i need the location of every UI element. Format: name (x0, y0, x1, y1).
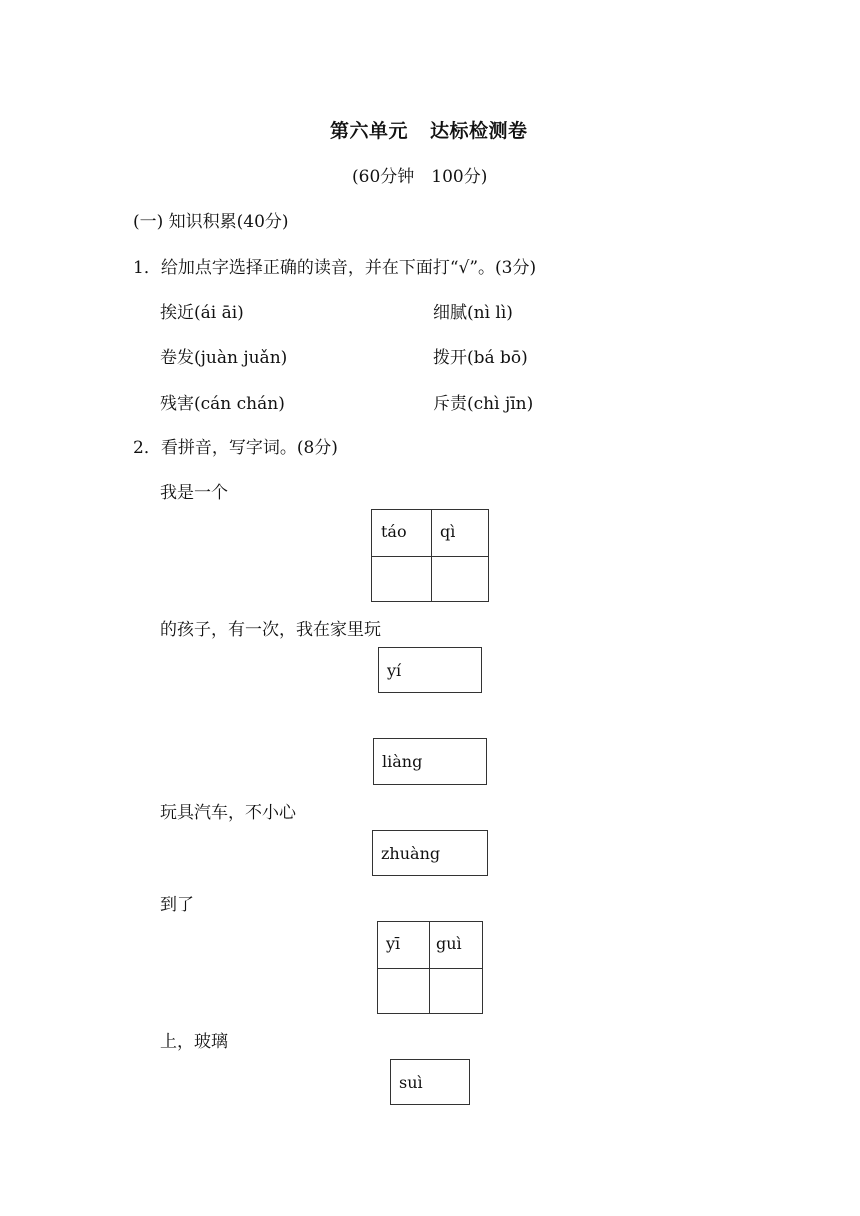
answer-box-zhuang[interactable]: zhuàng (372, 830, 488, 876)
q2-text-line: 的孩子，有一次，我在家里玩 (160, 620, 381, 640)
answer-grid-yigui[interactable] (377, 921, 483, 1014)
q1-item: 卷发(juàn juǎn) (160, 348, 288, 368)
answer-box-yi[interactable]: yí (378, 647, 482, 693)
pinyin-label: qì (440, 522, 456, 541)
q1-item: 挨近(ái āi) (160, 303, 244, 323)
q2-text-line: 上，玻璃 (160, 1032, 228, 1052)
q1-item: 斥责(chì jīn) (433, 394, 534, 414)
answer-box-sui[interactable]: suì (390, 1059, 470, 1105)
pinyin-label: guì (436, 934, 462, 953)
q2-text-line: 到了 (160, 895, 194, 915)
q2-text-line: 玩具汽车，不小心 (160, 803, 296, 823)
pinyin-label: táo (381, 522, 407, 541)
grid-divider (378, 968, 482, 969)
section-heading: (一) 知识积累(40分) (133, 212, 289, 232)
answer-grid-taoqi[interactable] (371, 509, 489, 602)
q1-item: 细腻(nì lì) (433, 303, 513, 323)
subtitle: (60分钟 100分) (352, 167, 488, 187)
grid-divider (372, 556, 488, 557)
q2-text-line: 我是一个 (160, 483, 228, 503)
question-1-prompt: 1．给加点字选择正确的读音，并在下面打“√”。(3分) (133, 258, 537, 278)
q1-item: 残害(cán chán) (160, 394, 285, 414)
question-2-prompt: 2．看拼音，写字词。(8分) (133, 438, 338, 458)
title-test: 达标检测卷 (430, 120, 528, 142)
q1-item: 拨开(bá bō) (433, 348, 528, 368)
pinyin-label: yī (386, 934, 401, 953)
answer-box-liang[interactable]: liàng (373, 738, 487, 785)
title-unit: 第六单元 (330, 120, 409, 142)
